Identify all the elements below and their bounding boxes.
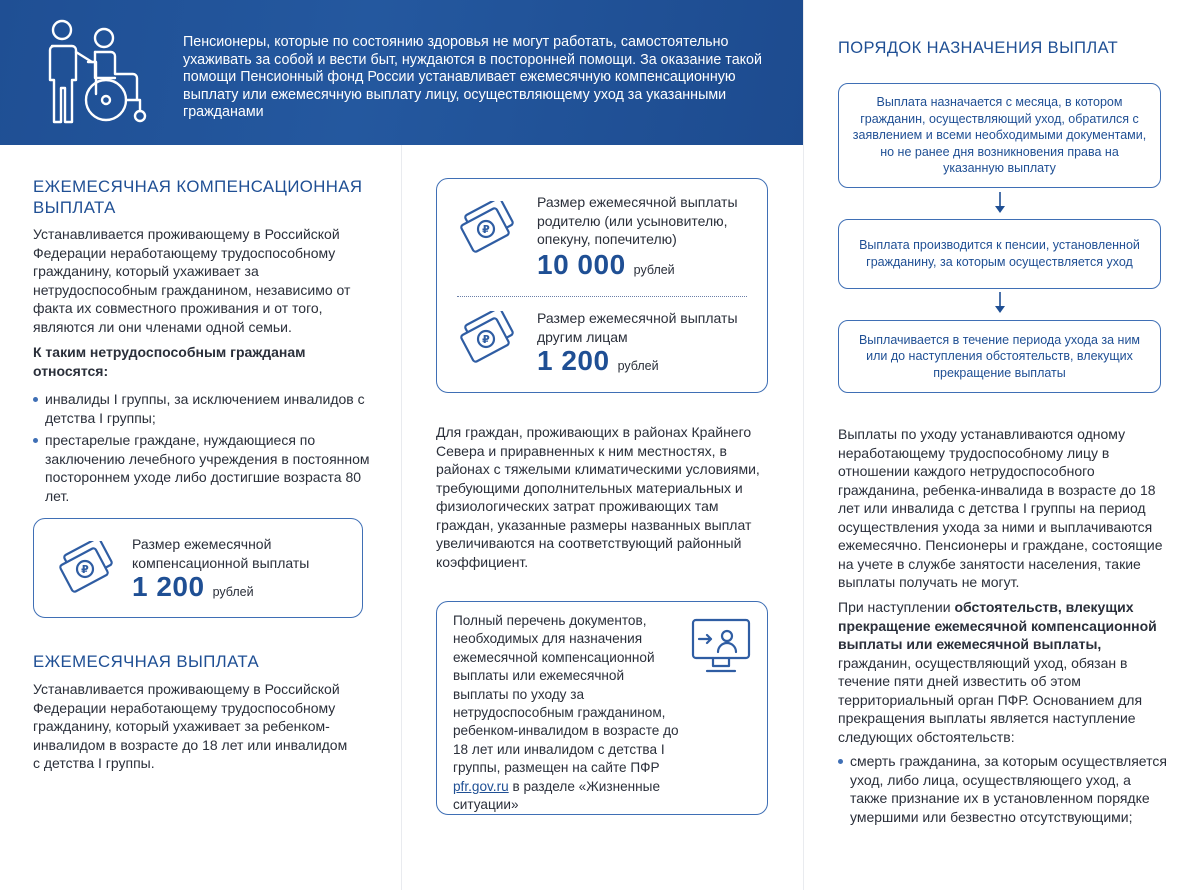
list-item: престарелые граждане, нуждающиеся по заключению лечебного учреждения в постоянном постороннем уходе либо достигшие возраста 80 лет.	[33, 431, 373, 505]
intro-banner	[0, 0, 803, 145]
others-amount-value	[537, 345, 659, 377]
procedure-step-1: Выплата назначается с месяца, в котором гражданин, осуществляющий уход, обратился с заявлением и всеми необходимыми документами, но не ранее дня возникновения права на указанную выплату	[838, 83, 1161, 188]
bullet-dot	[33, 438, 38, 443]
pfr-website-link[interactable]: pfr.gov.ru	[453, 778, 509, 794]
bullet-dot	[838, 759, 843, 764]
monthly-amounts-box	[436, 178, 768, 393]
svg-text:₽: ₽	[482, 333, 490, 346]
amount-number: 10 000	[537, 249, 626, 280]
list-item: смерть гражданина, за которым осуществляется уход, либо лица, осуществляющего уход, а также признание их в установленном порядке умершими или безвестно отсутствующими;	[838, 752, 1168, 826]
parent-amount-value	[537, 249, 675, 281]
caregiver-wheelchair-icon	[40, 18, 155, 130]
divider	[457, 296, 747, 297]
section-title-procedure: ПОРЯДОК НАЗНАЧЕНИЯ ВЫПЛАТ	[838, 39, 1119, 57]
amount-unit: рублей	[617, 359, 659, 373]
section-title-monthly: ЕЖЕМЕСЯЧНАЯ ВЫПЛАТА	[33, 652, 260, 671]
bullet-dot	[33, 397, 38, 402]
care-payments-text: Выплаты по уходу устанавливаются одному неработающему трудоспособному лицу в отношении каждого нетрудоспособного гражданина, ребенка-инвалида в возрасте до 18 лет или инвалида с детства I группы на период осуществления ухода за ними и выплачиваются ежемесячно. Пенсионеры и граждане, состоящие на учете в службе занятости населения, такие выплаты получать не могут.	[838, 426, 1163, 590]
documents-text: Полный перечень документов, необходимых для назначения ежемесячной компенсационной выплаты или ежемесячной выплаты по уходу за нетрудоспособным гражданином, ребенком-инвалидом в возрасте до 18 лет или инвалидом с детства I группы, размещен на сайте ПФР pfr.gov.ru в разделе «Жизненные ситуации»	[453, 613, 679, 813]
termination-text: При наступлении обстоятельств, влекущих прекращение ежемесячной компенсационной выплаты или ежемесячной выплаты, гражданин, осуществляющий уход, обязан в течение пяти дней известить об этом территориальный орган ПФР. Основанием для прекращения выплаты является наступление следующих обстоятельств:	[838, 599, 1157, 745]
money-icon	[457, 201, 519, 253]
termination-list	[838, 752, 1168, 830]
disabled-citizens-list	[33, 390, 373, 509]
money-icon	[457, 311, 519, 363]
amount-unit: рублей	[633, 263, 675, 277]
compensation-description: Устанавливается проживающему в Российской Федерации неработающему трудоспособному гражданину, который ухаживает за нетрудоспособным гражданином, независимо от факта их совместного проживания и от того, являются ли они членами одной семьи.	[33, 226, 351, 335]
far-north-text: Для граждан, проживающих в районах Крайнего Севера и приравненных к ним местностях, в районах с тяжелыми климатическими условиями, требующими дополнительных материальных и физиологических затрат проживающих там граждан, указанные размеры названных выплат увеличиваются на соответствующий районный коэффициент.	[436, 424, 760, 570]
disabled-citizens-heading: К таким нетрудоспособным гражданам относятся:	[33, 344, 306, 379]
compensation-amount-value	[132, 571, 254, 603]
list-item: инвалиды I группы, за исключением инвалидов с детства I группы;	[33, 390, 373, 427]
monitor-user-icon	[689, 616, 753, 676]
fold-line-right	[803, 0, 804, 890]
svg-text:₽: ₽	[81, 563, 89, 576]
intro-text: Пенсионеры, которые по состоянию здоровья не могут работать, самостоятельно ухаживать за собой и вести быт, нуждаются в посторонней помощи. За оказание такой помощи Пенсионный фонд России устанавливает ежемесячную компенсационную выплату или ежемесячную выплату лицу, осуществляющему уход за указанными гражданами	[183, 34, 762, 121]
compensation-amount-label: Размер ежемесячной компенсационной выплаты	[132, 536, 310, 571]
compensation-amount-box	[33, 518, 363, 618]
amount-number: 1 200	[537, 345, 610, 376]
procedure-step-3: Выплачивается в течение периода ухода за ним или до наступления обстоятельств, влекущих прекращение выплаты	[838, 320, 1161, 393]
documents-info-box	[436, 601, 768, 815]
others-amount-label: Размер ежемесячной выплаты другим лицам	[537, 310, 738, 345]
parent-amount-label: Размер ежемесячной выплаты родителю (или усыновителю, опекуну, попечителю)	[537, 194, 738, 247]
amount-unit: рублей	[212, 585, 254, 599]
amount-number: 1 200	[132, 571, 205, 602]
money-icon	[56, 541, 118, 593]
svg-text:₽: ₽	[482, 223, 490, 236]
arrow-down-icon	[993, 292, 1007, 316]
section-title-compensation: ЕЖЕМЕСЯЧНАЯ КОМПЕНСАЦИОННАЯ ВЫПЛАТА	[33, 177, 363, 217]
procedure-step-2: Выплата производится к пенсии, установленной гражданину, за которым осуществляется уход	[838, 219, 1161, 289]
arrow-down-icon	[993, 192, 1007, 216]
monthly-description: Устанавливается проживающему в Российской Федерации неработающему трудоспособному гражданину, который ухаживает за ребенком-инвалидом в возрасте до 18 лет или инвалидом с детства I группы.	[33, 681, 348, 771]
